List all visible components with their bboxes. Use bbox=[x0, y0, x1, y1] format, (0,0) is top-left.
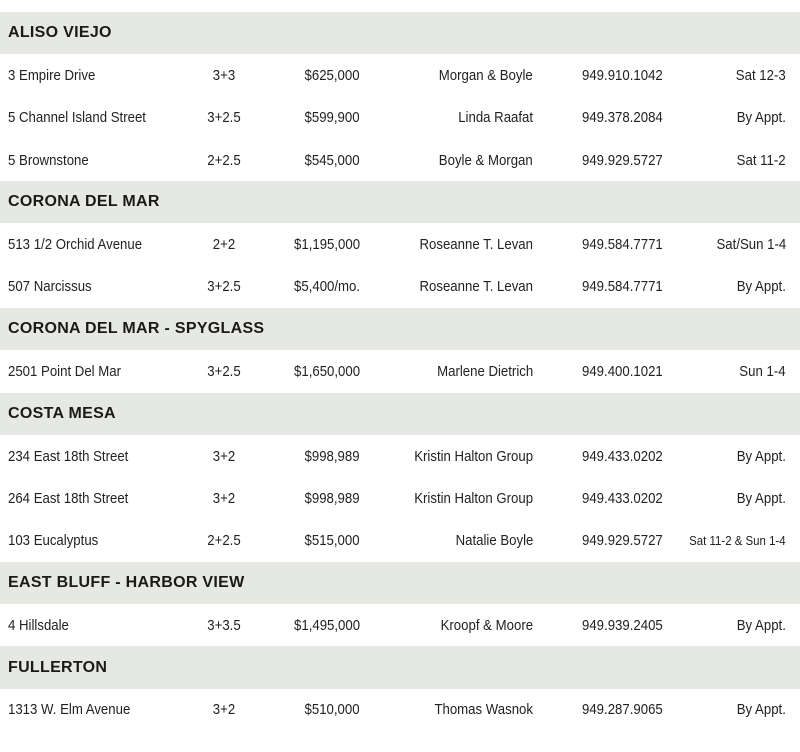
listing-row: 5 Channel Island Street 3+2.5 $599,900 Linda Raafat 949.378.2084 By Appt. bbox=[0, 97, 800, 139]
listing-hours: Sun 1-4 bbox=[739, 363, 786, 381]
listing-row: 103 Eucalyptus 2+2.5 $515,000 Natalie Boyle 949.929.5727 Sat 11-2 & Sun 1-4 bbox=[0, 520, 800, 562]
section-header bbox=[0, 646, 800, 688]
listing-hours: By Appt. bbox=[736, 489, 786, 507]
listing-address: 5 Brownstone bbox=[8, 151, 89, 169]
listing-hours: Sat 12-3 bbox=[736, 66, 786, 84]
listing-phone: 949.433.0202 bbox=[582, 489, 663, 507]
listing-row: 264 East 18th Street 3+2 $998,989 Kristin Halton Group 949.433.0202 By Appt. bbox=[0, 477, 800, 519]
listing-hours: By Appt. bbox=[736, 701, 786, 719]
listing-row: 4 Hillsdale 3+3.5 $1,495,000 Kroopf & Moore 949.939.2405 By Appt. bbox=[0, 604, 800, 646]
listing-agent: Thomas Wasnok bbox=[434, 701, 533, 719]
section-header bbox=[0, 12, 800, 54]
listing-price: $998,989 bbox=[304, 489, 360, 507]
listing-price: $510,000 bbox=[304, 701, 360, 719]
listing-address: 103 Eucalyptus bbox=[8, 532, 99, 550]
listing-row: 234 East 18th Street 3+2 $998,989 Kristin Halton Group 949.433.0202 By Appt. bbox=[0, 435, 800, 477]
listing-price: $545,000 bbox=[304, 151, 360, 169]
listing-row: 5 Brownstone 2+2.5 $545,000 Boyle & Morgan 949.929.5727 Sat 11-2 bbox=[0, 139, 800, 181]
listing-price: $998,989 bbox=[304, 447, 360, 465]
section-header bbox=[0, 393, 800, 435]
section-title: ALISO VIEJO bbox=[8, 24, 112, 42]
section-title: FULLERTON bbox=[8, 658, 108, 676]
listing-phone: 949.929.5727 bbox=[582, 151, 663, 169]
listing-price: $515,000 bbox=[304, 532, 360, 550]
section-header bbox=[0, 181, 800, 223]
listing-agent: Roseanne T. Levan bbox=[419, 278, 533, 296]
listing-phone: 949.939.2405 bbox=[582, 616, 663, 634]
listing-address: 3 Empire Drive bbox=[8, 66, 96, 84]
listing-agent: Natalie Boyle bbox=[455, 532, 533, 550]
listing-agent: Kroopf & Moore bbox=[440, 616, 533, 634]
listing-price: $1,195,000 bbox=[293, 236, 360, 254]
listing-address: 264 East 18th Street bbox=[8, 489, 129, 507]
listing-row: 2501 Point Del Mar 3+2.5 $1,650,000 Marlene Dietrich 949.400.1021 Sun 1-4 bbox=[0, 350, 800, 392]
listing-agent: Roseanne T. Levan bbox=[419, 236, 533, 254]
section-title: EAST BLUFF - HARBOR VIEW bbox=[8, 574, 245, 591]
listing-phone: 949.433.0202 bbox=[582, 447, 663, 465]
listing-phone: 949.400.1021 bbox=[582, 363, 663, 381]
listing-phone: 949.929.5727 bbox=[582, 532, 663, 550]
listing-address: 5 Channel Island Street bbox=[8, 109, 146, 127]
open-house-listings bbox=[0, 12, 800, 731]
listing-address: 1313 W. Elm Avenue bbox=[8, 701, 131, 719]
listing-address: 513 1/2 Orchid Avenue bbox=[8, 236, 143, 254]
listing-row: 507 Narcissus 3+2.5 $5,400/mo. Roseanne T. Levan 949.584.7771 By Appt. bbox=[0, 266, 800, 308]
listing-row: 1313 W. Elm Avenue 3+2 $510,000 Thomas Wasnok 949.287.9065 By Appt. bbox=[0, 689, 800, 731]
listing-hours: Sat 11-2 bbox=[737, 151, 786, 169]
listing-hours: Sat/Sun 1-4 bbox=[716, 236, 786, 254]
listing-agent: Kristin Halton Group bbox=[414, 447, 533, 465]
section-title: CORONA DEL MAR - SPYGLASS bbox=[8, 320, 265, 338]
section-title: CORONA DEL MAR bbox=[8, 193, 160, 211]
listing-hours: By Appt. bbox=[736, 109, 786, 127]
listing-row: 3 Empire Drive 3+3 $625,000 Morgan & Boyle 949.910.1042 Sat 12-3 bbox=[0, 54, 800, 96]
section-header bbox=[0, 562, 800, 604]
listing-agent: Kristin Halton Group bbox=[414, 489, 533, 507]
listing-row: 513 1/2 Orchid Avenue 2+2 $1,195,000 Roseanne T. Levan 949.584.7771 Sat/Sun 1-4 bbox=[0, 223, 800, 265]
listing-address: 507 Narcissus bbox=[8, 278, 92, 296]
listing-price: $5,400/mo. bbox=[293, 278, 360, 296]
listing-phone: 949.287.9065 bbox=[582, 701, 663, 719]
listing-address: 4 Hillsdale bbox=[8, 616, 69, 634]
listing-price: $1,650,000 bbox=[293, 363, 360, 381]
section-title: COSTA MESA bbox=[8, 404, 116, 422]
listing-hours: By Appt. bbox=[736, 278, 786, 296]
listing-agent: Boyle & Morgan bbox=[439, 151, 533, 169]
listing-phone: 949.910.1042 bbox=[582, 66, 663, 84]
listing-phone: 949.378.2084 bbox=[582, 109, 663, 127]
listing-agent: Morgan & Boyle bbox=[439, 66, 533, 84]
listing-hours: By Appt. bbox=[736, 616, 786, 634]
listing-agent: Linda Raafat bbox=[458, 109, 533, 127]
listing-address: 2501 Point Del Mar bbox=[8, 363, 121, 381]
listing-agent: Marlene Dietrich bbox=[436, 363, 533, 381]
listing-price: $1,495,000 bbox=[293, 616, 360, 634]
listing-hours: By Appt. bbox=[736, 447, 786, 465]
listing-phone: 949.584.7771 bbox=[582, 236, 663, 254]
listing-price: $599,900 bbox=[304, 109, 360, 127]
listing-address: 234 East 18th Street bbox=[8, 447, 129, 465]
section-header bbox=[0, 308, 800, 350]
listing-phone: 949.584.7771 bbox=[582, 278, 663, 296]
listing-price: $625,000 bbox=[304, 66, 360, 84]
listing-hours: Sat 11-2 & Sun 1-4 bbox=[689, 533, 786, 549]
